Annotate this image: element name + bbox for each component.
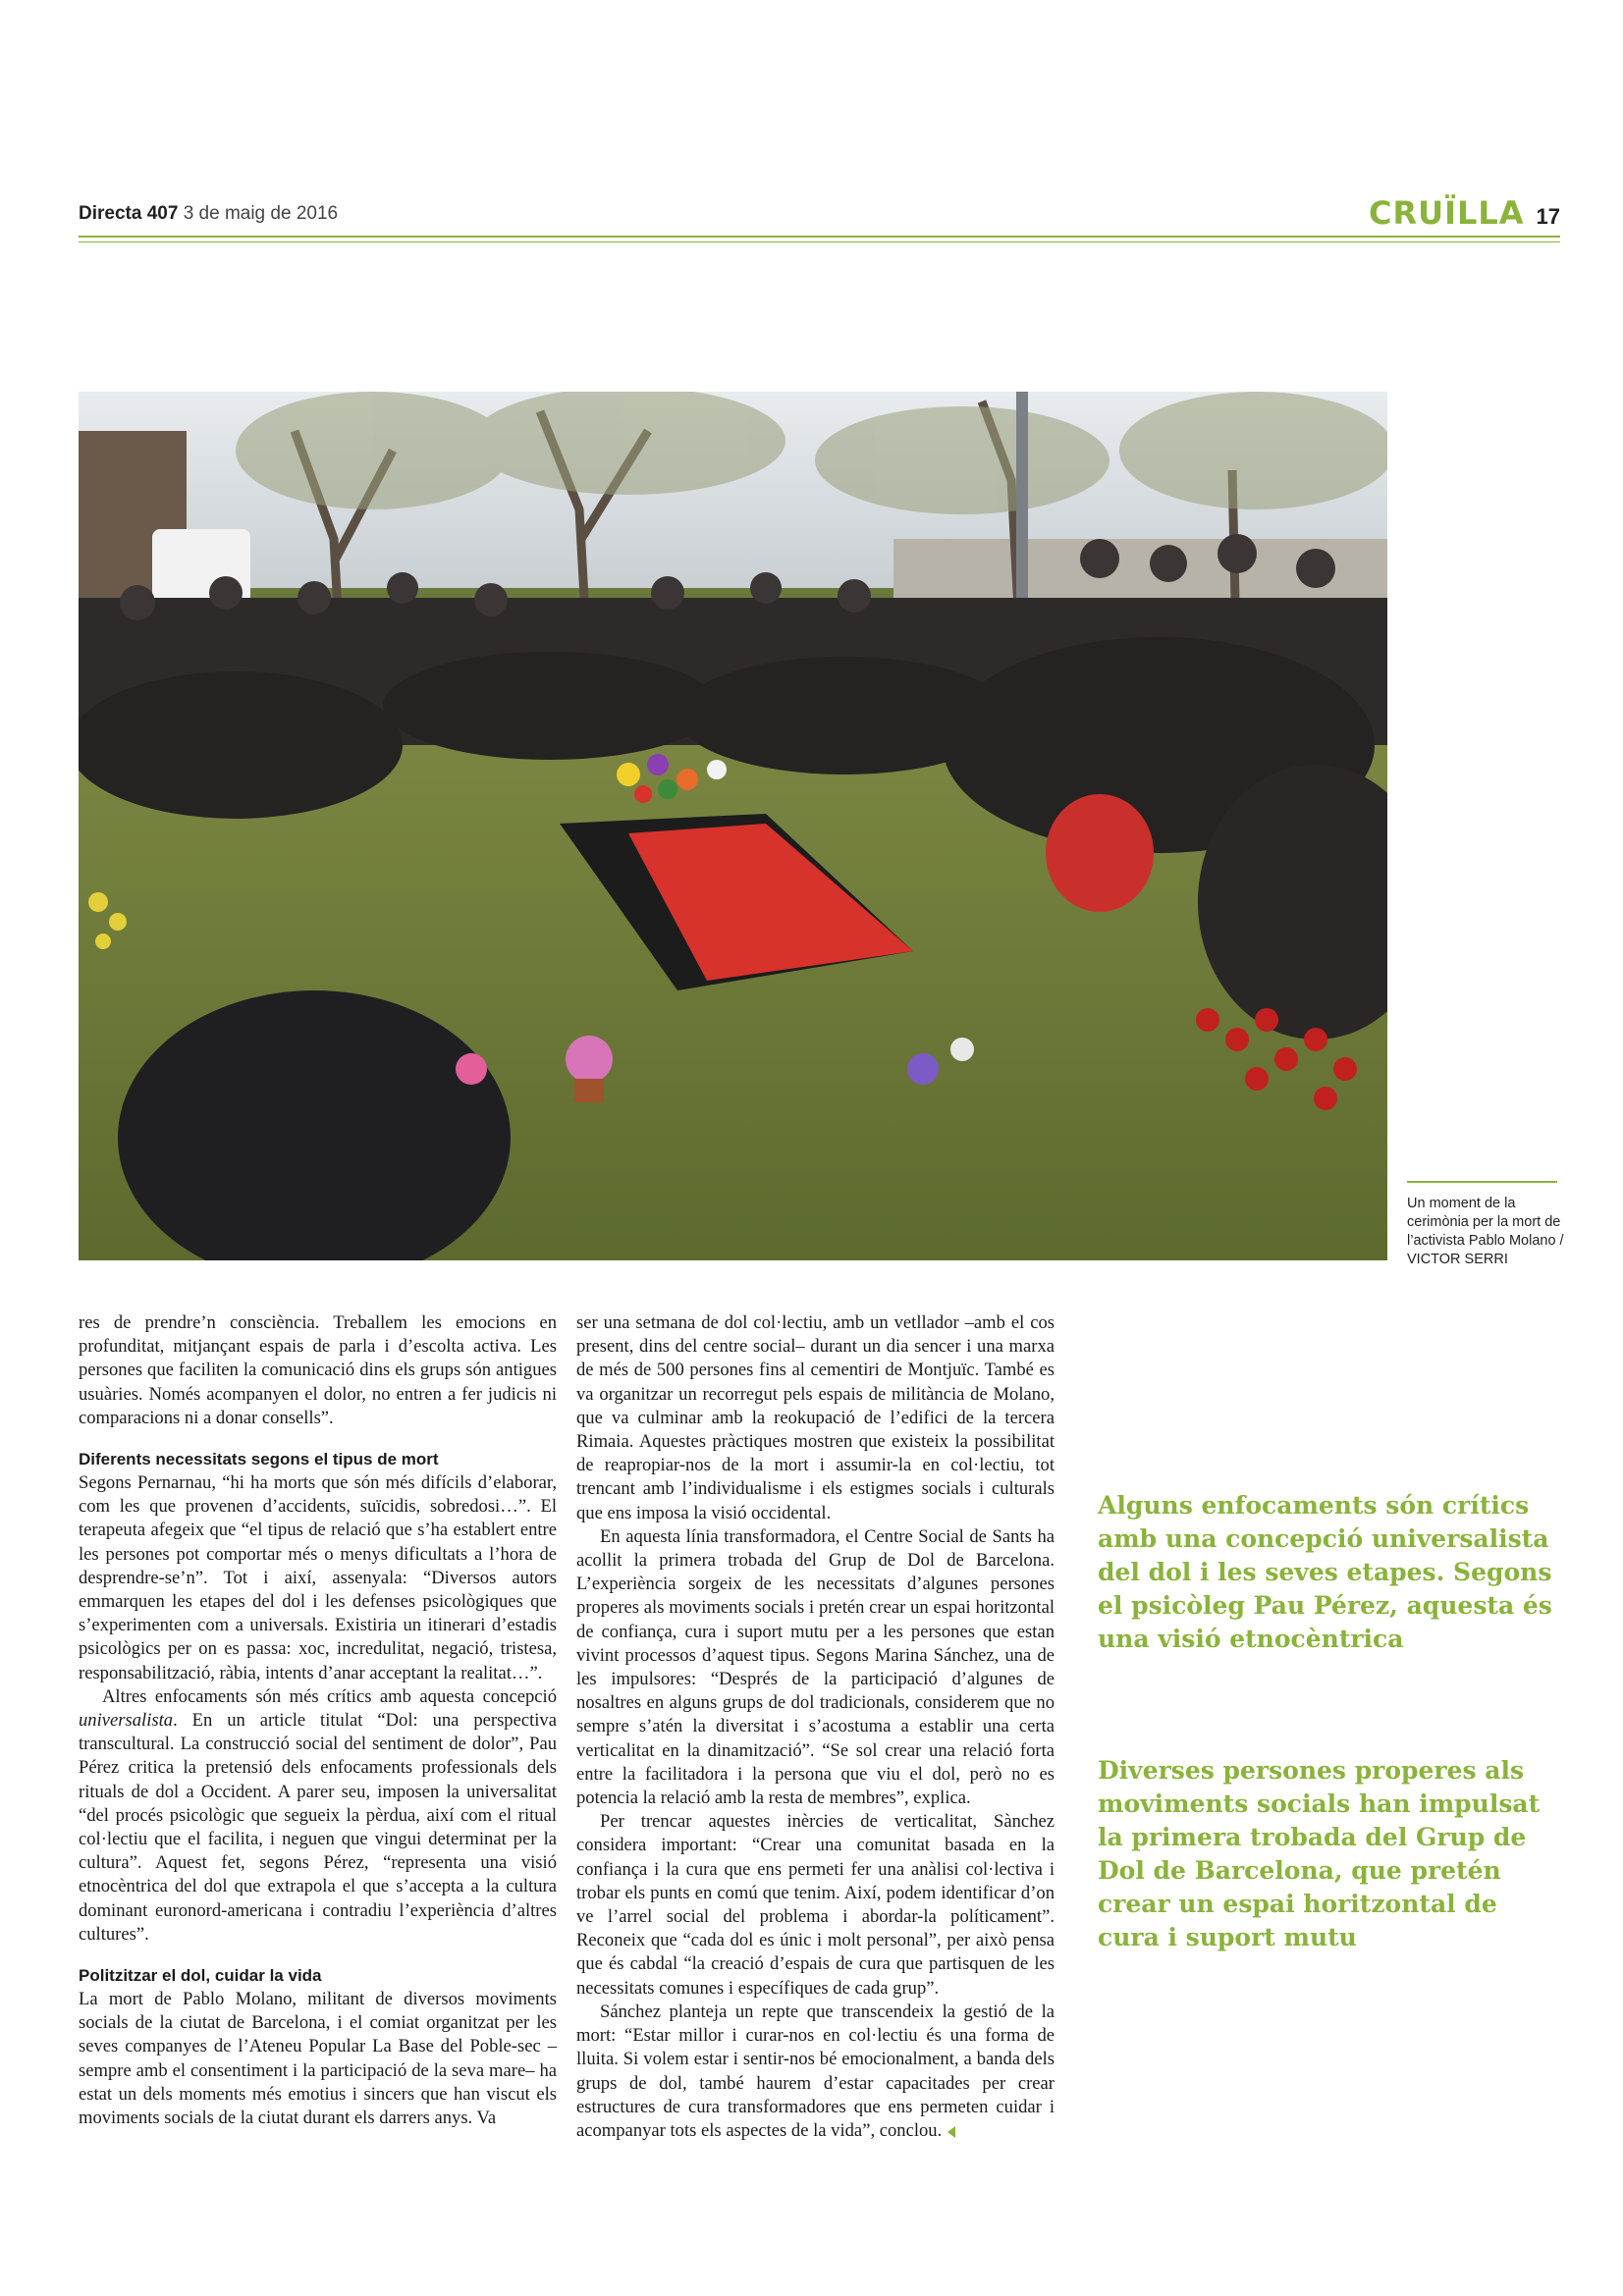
paragraph: En aquesta línia transformadora, el Centre Social de Sants ha acollit la primera trobada del Grup de Dol de Barcelona. L’experiència sorgeix de les necessitats d’algunes persones properes als moviments socials i pretén crear un espai horitzontal de confiança, cura i suport mutu per a les persones que estan vivint processos d’aquest tipus. Segons Marina Sánchez, una de les impulsores: “Després de la participació d’algunes de nosaltres en alguns grups de dol tradicionals, considerem que no sempre s’atén la diversitat i s’acostuma a establir una certa verticalitat en la dinamització”. “Se sol crear una relació forta entre la facilitadora i la persona que viu el dol, però no es potencia la relació amb la resta de membres”, explica. bbox=[576, 1525, 1055, 1809]
header-rule-bottom bbox=[79, 241, 1560, 242]
end-of-article-icon bbox=[947, 2126, 955, 2138]
subheading: Politzitzar el dol, cuidar la vida bbox=[79, 1966, 322, 1986]
emphasis: universalista bbox=[79, 1710, 174, 1732]
pull-quote: Diverses persones properes als moviments socials han impulsat la primera trobada del Grup de Dol de Barcelona, que pretén crear un espai horitzontal de cura i suport mutu bbox=[1098, 1756, 1541, 1951]
article-column-2 bbox=[576, 1311, 1055, 2143]
text-run: Sánchez planteja un repte que transcendeix la gestió de la mort: “Estar millor i curar-nos en col·lectiu és una forma de lluita. Si volem estar i sentir-nos bé emocionalment, a banda dels grups de dol, també haurem d’estar capacitades per crear estructures de cura transformadores que ens permeten cuidar i acompanyar tots els aspectes de la vida”, conclou. bbox=[576, 2001, 1055, 2141]
main-photo bbox=[79, 392, 1387, 1260]
page-number: 17 bbox=[1536, 204, 1560, 229]
caption-rule bbox=[1407, 1181, 1557, 1183]
page-header-right bbox=[1369, 194, 1560, 232]
paragraph bbox=[79, 1685, 557, 1947]
publication-name: Directa 407 bbox=[79, 203, 179, 224]
header-rule-top bbox=[79, 236, 1560, 238]
issue-date: 3 de maig de 2016 bbox=[183, 203, 339, 224]
photo-caption: Un moment de la cerimònia per la mort de l’activista Pablo Molano / VICTOR SERRI bbox=[1407, 1196, 1564, 1267]
subheading: Diferents necessitats segons el tipus de mort bbox=[79, 1450, 439, 1469]
paragraph: Segons Pernarnau, “hi ha morts que són més difícils d’elaborar, com les que provenen d’accidents, suïcidis, sobredosi…”. El terapeuta afegeix que “el tipus de relació que s’ha establert entre les persones pot comportar més o menys dificultats a l’hora de desprendre-se’n”. Tot i així, assenyala: “Diversos autors emmarquen les etapes del dol i les defenses psicològiques que s’experimenten com a universals. Existiria un itinerari d’estadis psicològics per on es passa: xoc, incredulitat, negació, tristesa, responsabilització, ràbia, intents d’anar acceptant la realitat…”. bbox=[79, 1472, 557, 1683]
page-header-left bbox=[79, 203, 338, 225]
section-title: CRUÏLLA bbox=[1368, 194, 1525, 232]
paragraph: res de prendre’n consciència. Treballem les emocions en profunditat, mitjançant espais de parla i d’escolta activa. Les persones que faciliten la comunicació dins els grups són antigues usuàries. Només acompanyen el dolor, no entren a fer judicis ni comparacions ni a donar consells”. bbox=[79, 1312, 557, 1428]
paragraph: La mort de Pablo Molano, militant de diversos moviments socials de la ciutat de Barcelona, i el comiat organitzat per les seves companyes de l’Ateneu Popular La Base del Poble-sec –sempre amb el consentiment i la participació de la seva mare– ha estat un dels moments més emotius i sincers que han viscut els moviments socials de la ciutat durant els darrers anys. Va bbox=[79, 1989, 557, 2129]
text-run: Altres enfocaments són més crítics amb aquesta concepció bbox=[102, 1685, 557, 1707]
text-run: . En un article titulat “Dol: una perspectiva transcultural. La construcció social del sentiment de dolor”, Pau Pérez critica la pretensió dels enfocaments professionals dels rituals de dol a Occident. A parer seu, imposen la universalitat “del procés psicològic que segueix la pèrdua, així com el ritual col·lectiu que el facilita, i neguen que vingui determinat per la cultura”. Aquest fet, segons Pérez, “representa una visió etnocèntrica del dol que extrapola el que s’accepta a la cultura dominant euronord-americana i contradiu l’experiència d’altres cultures”. bbox=[79, 1710, 557, 1945]
paragraph: Per trencar aquestes inèrcies de verticalitat, Sànchez considera important: “Crear una comunitat basada en la confiança i la cura que ens permeti fer una anàlisi col·lectiva i trobar els punts en comú que tenim. Així, podem identificar d’on ve l’arrel social del problema i abordar-la políticament”. Reconeix que “cada dol es únic i molt personal”, per això pensa que és cabdal “la creació d’espais de cura que partisquen de les necessitats comunes i específiques de cada grup”. bbox=[576, 1811, 1055, 1999]
paragraph bbox=[576, 2001, 1055, 2143]
article-column-1 bbox=[79, 1311, 557, 2130]
pull-quote: Alguns enfocaments són crítics amb una concepció universalista del dol i les seves etapes. Segons el psicòleg Pau Pérez, aquesta és una visió etnocèntrica bbox=[1098, 1491, 1552, 1653]
paragraph: ser una setmana de dol col·lectiu, amb un vetllador –amb el cos present, dins del centre social– durant un dia sencer i una marxa de més de 500 persones fins al cementiri de Montjuïc. També es va organitzar un recorregut pels espais de militància de Molano, que va culminar amb la reokupació de l’edifici de la tercera Rimaia. Aquestes pràctiques mostren que existeix la possibilitat de reapropiar-nos de la mort i assumir-la en col·lectiu, tot trencant amb l’individualisme i els estigmes socials i culturals que ens imposa la visió occidental. bbox=[576, 1312, 1055, 1523]
photo-illustration bbox=[79, 392, 1387, 1260]
